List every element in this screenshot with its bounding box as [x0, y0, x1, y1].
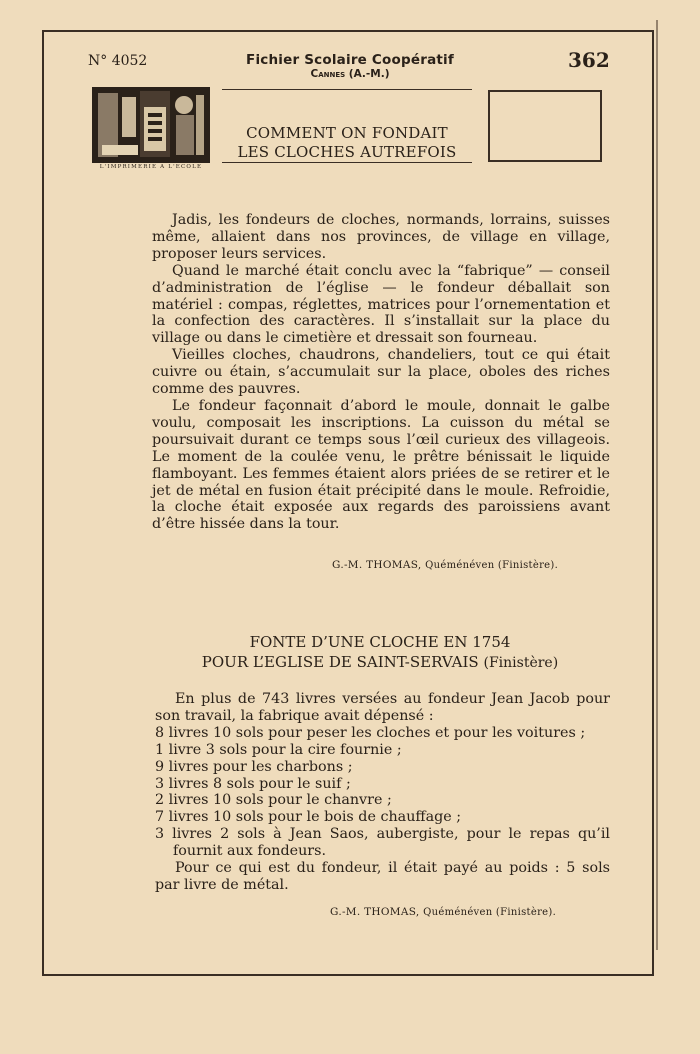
expense-item: 8 livres 10 sols pour peser les cloches et pour les voitures ;	[155, 724, 586, 741]
article2-closing: Pour ce qui est du fondeur, il était payé au poids : 5 sols par livre de métal.	[155, 860, 610, 893]
article2-title	[150, 632, 610, 673]
signature-place: Quéménéven (Finistère).	[423, 907, 557, 918]
header-rule	[222, 89, 472, 90]
article1-title	[222, 124, 472, 162]
signature-place: Quéménéven (Finistère).	[425, 560, 559, 571]
blank-label-box	[488, 90, 602, 162]
logo-caption: L'IMPRIMERIE A L'ECOLE	[99, 164, 203, 170]
expense-item: 1 livre 3 sols pour la cire fournie ;	[155, 741, 402, 758]
expense-item: 7 livres 10 sols pour le bois de chauffage ;	[155, 809, 462, 826]
frame-shadow-line	[656, 20, 658, 950]
article2-body	[155, 691, 610, 894]
page-number: 362	[568, 48, 610, 72]
card-number: N° 4052	[88, 53, 148, 69]
expense-item: 3 livres 8 sols pour le suif ;	[155, 775, 351, 792]
publication-location: Cannes (A.-M.)	[310, 68, 390, 80]
article2-title-line1: FONTE D’UNE CLOCHE EN 1754	[249, 633, 511, 651]
expense-list	[155, 725, 610, 860]
article1-paragraph: Vieilles cloches, chaudrons, chandeliers, tout ce qui était cuivre ou étain, s’accumulait sur la place, oboles des riches comme des pauvres.	[152, 347, 610, 398]
signature-name: G.-M. THOMAS,	[330, 906, 420, 918]
expense-item: 2 livres 10 sols pour le chanvre ;	[155, 792, 392, 809]
article1-paragraph: Jadis, les fondeurs de cloches, normands, lorrains, suisses même, allaient dans nos provinces, de village en village, proposer leurs services.	[152, 212, 610, 262]
expense-item: 3 livres 2 sols à Jean Saos, aubergiste, pour le repas qu’il fournit aux fondeurs.	[155, 826, 610, 860]
publication-title: Fichier Scolaire Coopératif	[246, 52, 454, 68]
article2-title-suffix: (Finistère)	[483, 655, 559, 671]
article1-paragraph: Le fondeur façonnait d’abord le moule, donnait le galbe voulu, composait les inscriptions. La cuisson du métal se poursuivait durant ce temps sous l’œil curieux des villageois. Le moment de la coulée venu, le prêtre bénissait le liquide flamboyant. Les femmes étaient alors priées de se retirer et le jet de métal en fusion était précipité dans le moule. Refroidie, la cloche était exposée aux regards des paroissiens avant d’être hissée dans la tour.	[152, 397, 610, 533]
article2-signature	[330, 906, 556, 918]
signature-name: G.-M. THOMAS,	[332, 559, 422, 571]
article1-paragraph: Quand le marché était conclu avec la “fabrique” — conseil d’administration de l’église — le fondeur déballait son matériel : compas, réglettes, matrices pour l’ornementation et la confection des caractères. Il s’installait sur la place du village ou dans le cimetière et dressait son fourneau.	[152, 262, 610, 347]
article2-title-line2: POUR L’EGLISE DE SAINT-SERVAIS	[201, 653, 479, 671]
article1-title-line2: LES CLOCHES AUTREFOIS	[237, 143, 457, 161]
article1-title-line1: COMMENT ON FONDAIT	[246, 124, 448, 142]
article1-signature	[332, 559, 558, 571]
article2-intro: En plus de 743 livres versées au fondeur Jean Jacob pour son travail, la fabrique avait dépensé :	[155, 691, 610, 724]
article1-body	[152, 212, 610, 533]
expense-item: 9 livres pour les charbons ;	[155, 758, 353, 775]
printing-press-logo	[92, 87, 210, 163]
title-rule	[222, 162, 472, 163]
